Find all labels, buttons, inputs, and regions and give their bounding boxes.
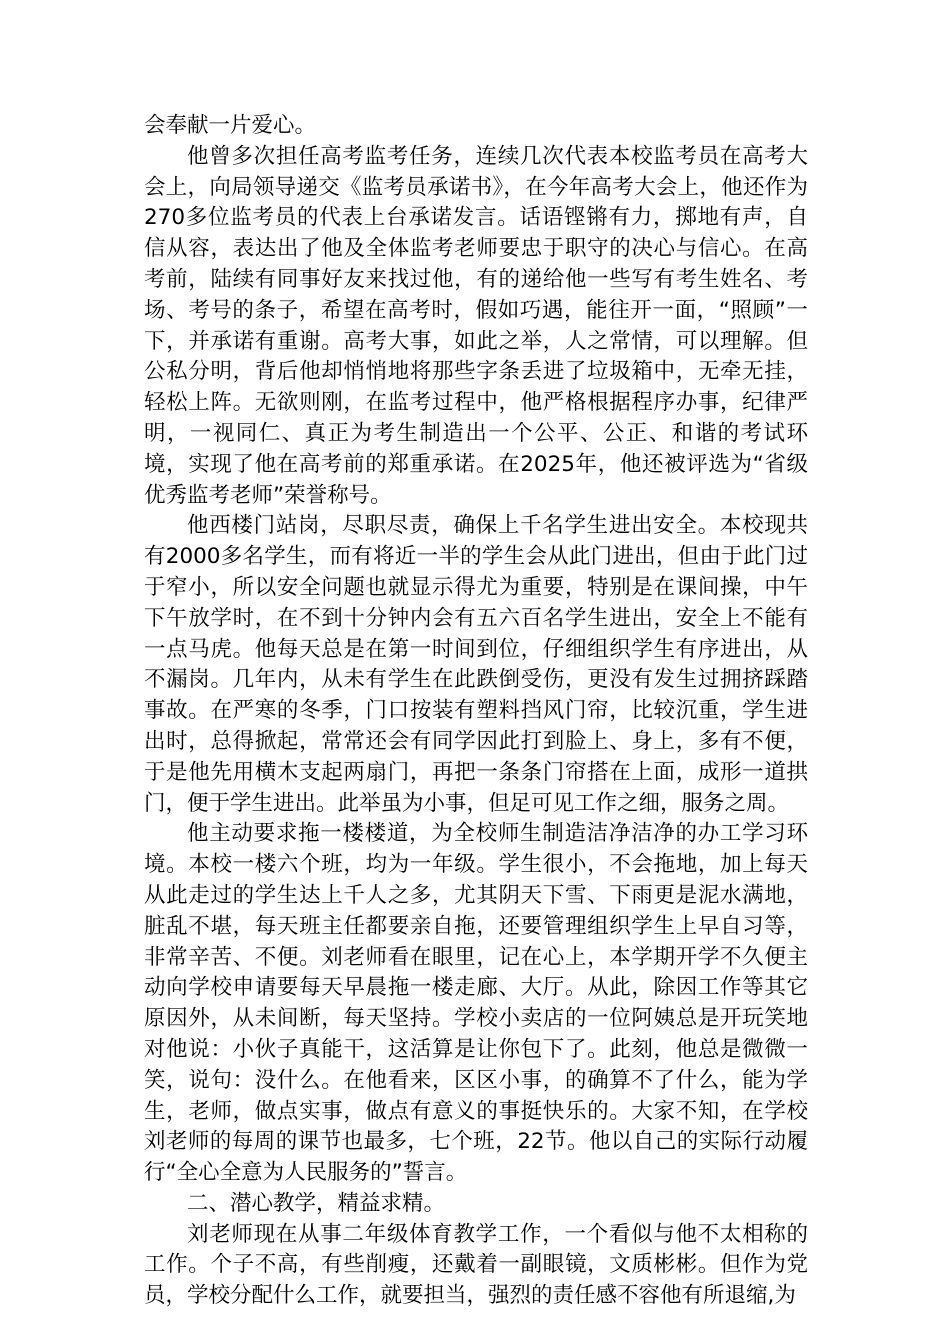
paragraph-hallway-mopping: 他主动要求拖一楼楼道，为全校师生制造洁净洁净的办工学习环境。本校一楼六个班，均为一年级。学生很小，不会拖地，加上每天从此走过的学生达上千人之多，尤其阴天下雪、下雨更是泥水满地，脏乱不堪，每天班主任都要亲自拖，还要管理组织学生上早自习等，非常辛苦、不便。刘老师看在眼里，记在心上，本学期开学不久便主动向学校申请要每天早晨拖一楼走廊、大厅。从此，除因工作等其它原因外，从未间断，每天坚持。学校小卖店的一位阿姨总是开玩笑地对他说：小伙子真能干，这活算是让你包下了。此刻，他总是微微一笑，说句：没什么。在他看来，区区小事，的确算不了什么，能为学生，老师，做点实事，做点有意义的事挺快乐的。大家不知，在学校刘老师的每周的课节也最多，七个班，22节。他以自己的实际行动履行“全心全意为人民服务的”誓言。 — [144, 821, 808, 1186]
paragraph-teaching: 刘老师现在从事二年级体育教学工作，一个看似与他不太相称的工作。个子不高，有些削瘦，还戴着一副眼镜，文质彬彬。但作为党员，学校分配什么工作，就要担当，强烈的责任感不容他有所退缩,为 — [144, 1221, 808, 1309]
paragraph-continuation: 会奉献一片爱心。 — [144, 113, 317, 138]
document-body — [144, 111, 808, 1312]
section-heading: 二、潜心教学，精益求精。 — [187, 1190, 446, 1216]
paragraph-gate-duty: 他西楼门站岗，尽职尽责，确保上千名学生进出安全。本校现共有2000多名学生，而有将近一半的学生会从此门进出，但由于此门过于窄小，所以安全问题也就显示得尤为重要，特别是在课间操，中午下午放学时，在不到十分钟内会有五六百名学生进出，安全上不能有一点马虎。他每天总是在第一时间到位，仔细组织学生有序进出，从不漏岗。几年内，从未有学生在此跌倒受伤，更没有发生过拥挤踩踏事故。在严寒的冬季，门口按装有塑料挡风门帘，比较沉重，学生进出时，总得掀起，常常还会有同学因此打到脸上、身上，多有不便，于是他先用横木支起两扇门，再把一条条门帘搭在上面，成形一道拱门，便于学生进出。此举虽为小事，但足可见工作之细，服务之周。 — [144, 513, 808, 816]
paragraph-exam-proctoring: 他曾多次担任高考监考任务，连续几次代表本校监考员在高考大会上，向局领导递交《监考员承诺书》，在今年高考大会上，他还作为270多位监考员的代表上台承诺发言。话语铿锵有力，掷地有声，自信从容，表达出了他及全体监考老师要忠于职守的决心与信心。在高考前，陆续有同事好友来找过他，有的递给他一些写有考生姓名、考场、考号的条子，希望在高考时，假如巧遇，能往开一面，“照顾”一下，并承诺有重谢。高考大事，如此之举，人之常情，可以理解。但公私分明，背后他却悄悄地将那些字条丢进了垃圾箱中，无牵无挂，轻松上阵。无欲则刚，在监考过程中，他严格根据程序办事，纪律严明，一视同仁、真正为考生制造出一个公平、公正、和谐的考试环境，实现了他在高考前的郑重承诺。在2025年，他还被评选为“省级优秀监考老师”荣誉称号。 — [144, 143, 808, 508]
